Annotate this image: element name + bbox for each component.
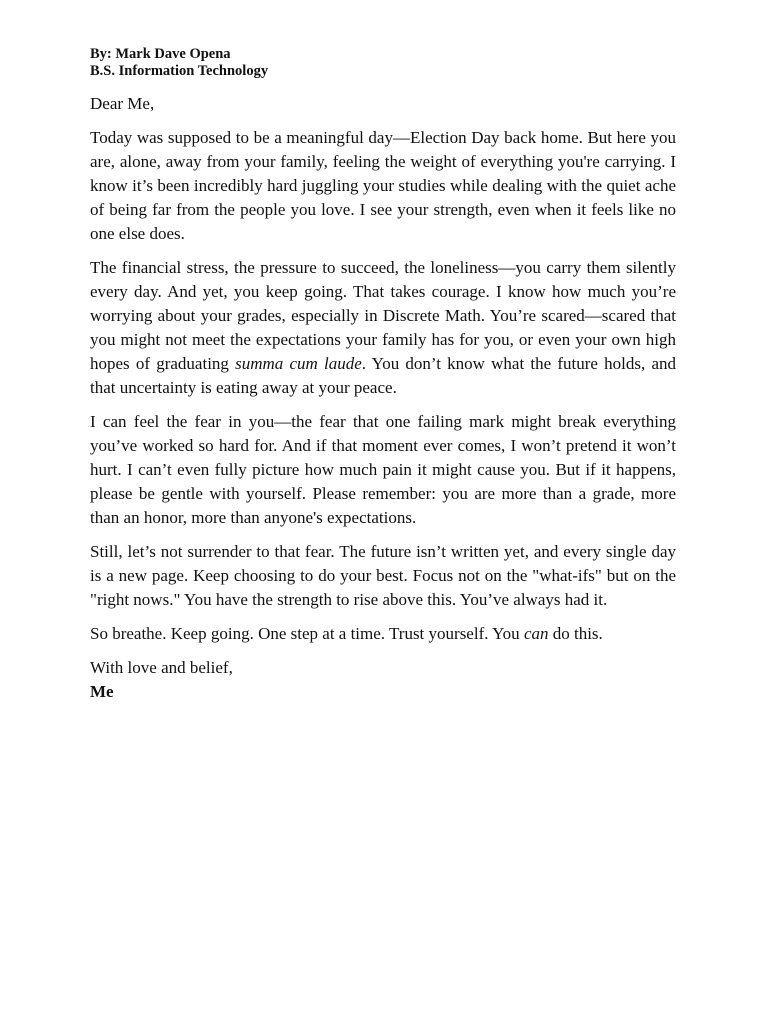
letter-greeting: Dear Me,	[90, 94, 155, 113]
letter-page	[90, 46, 676, 704]
author-byline: By: Mark Dave Opena	[90, 46, 231, 62]
paragraph-5-italic-word: can	[523, 624, 549, 643]
paragraph-2-text-end: . You don’t know what the future holds, and that uncertainty is eating away at your peace.	[90, 354, 676, 397]
letter-paragraph-3: I can feel the fear in you—the fear that one failing mark might break everything you’ve worked so hard for. And if that moment ever comes, I won’t pretend it won’t hurt. I can’t even fully picture how much pain it might cause you. But if it happens, please be gentle with yourself. Please remember: you are more than a grade, more than an honor, more than anyone's expectations.	[90, 412, 676, 527]
letter-paragraph-2	[90, 256, 676, 400]
letter-paragraph-4: Still, let’s not surrender to that fear. The future isn’t written yet, and every single day is a new page. Keep choosing to do your best. Focus not on the "what-ifs" but on the "right nows." You have the strength to rise above this. You’ve always had it.	[90, 542, 676, 609]
letter-paragraph-5	[90, 622, 676, 646]
paragraph-2-italic-phrase: summa cum laude	[235, 354, 362, 373]
letter-paragraph-1: Today was supposed to be a meaningful day—Election Day back home. But here you are, alone, away from your family, feeling the weight of everything you're carrying. I know it’s been incredibly hard juggling your studies while dealing with the quiet ache of being far from the people you love. I see your strength, even when it feels like no one else does.	[90, 128, 676, 243]
letter-signature: Me	[90, 682, 114, 701]
paragraph-5-text-start: So breathe. Keep going. One step at a time. Trust yourself. You	[90, 624, 524, 643]
paragraph-5-text-end: do this.	[548, 624, 603, 643]
letter-closing: With love and belief,	[90, 658, 233, 677]
author-program: B.S. Information Technology	[90, 63, 269, 79]
paragraph-2-text-start: The financial stress, the pressure to succeed, the loneliness—you carry them silently every day. And yet, you keep going. That takes courage. I know how much you’re worrying about your grades, especially in Discrete Math. You’re scared—scared that you might not meet the expectations your family has for you, or even your own high hopes of graduating	[90, 258, 676, 373]
